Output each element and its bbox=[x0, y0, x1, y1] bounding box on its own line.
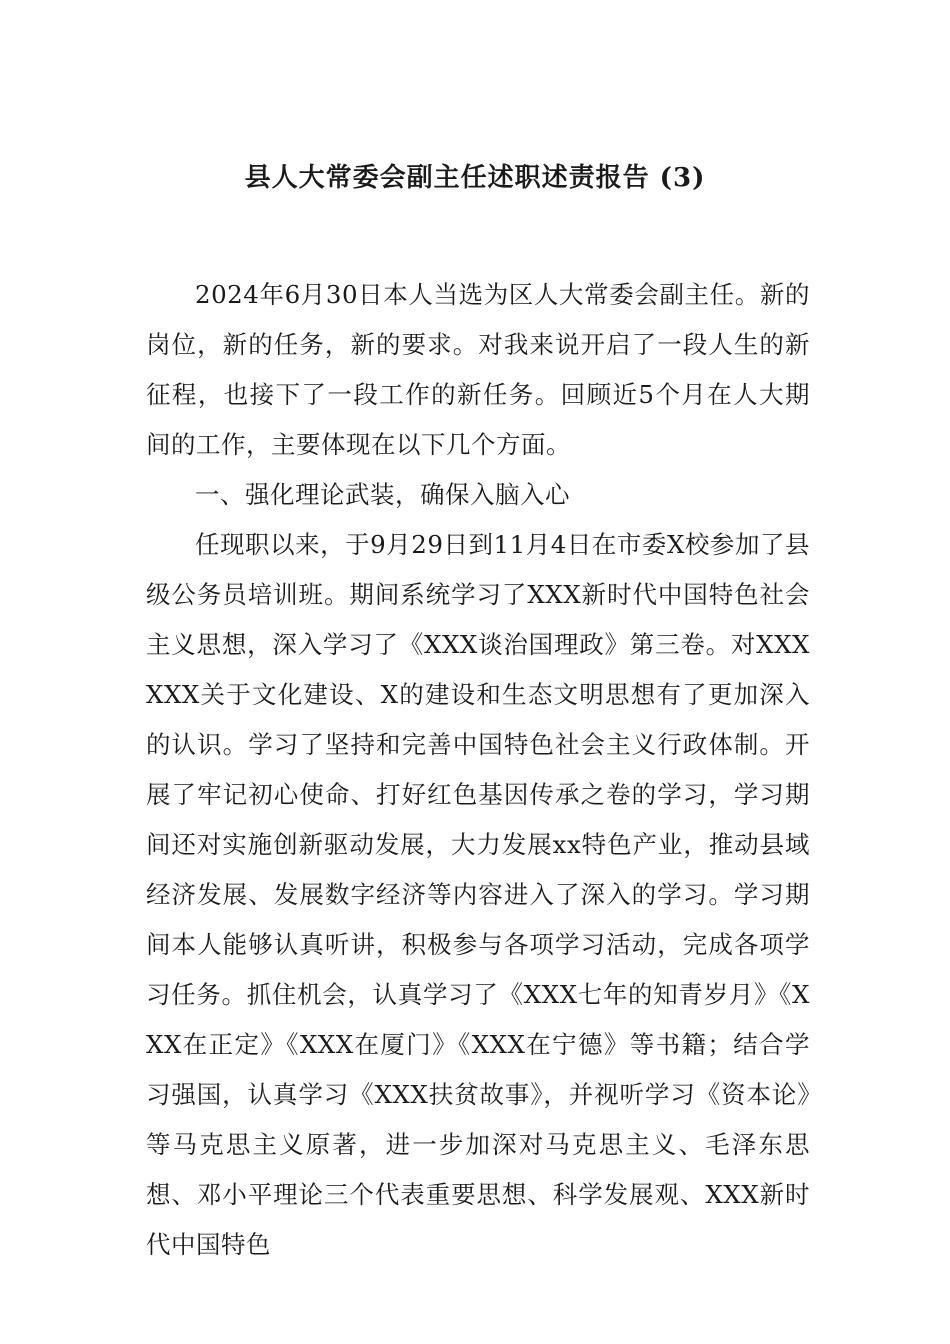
document-body bbox=[146, 270, 810, 1270]
paragraph-intro: 2024年6月30日本人当选为区人大常委会副主任。新的岗位，新的任务，新的要求。对我来说开启了一段人生的新征程，也接下了一段工作的新任务。回顾近5个月在人大期间的工作，主要体现在以下几个方面。 bbox=[146, 280, 810, 459]
section-heading: 一、强化理论武装，确保入脑入心 bbox=[195, 480, 570, 509]
paragraph-study: 任现职以来，于9月29日到11月4日在市委X校参加了县级公务员培训班。期间系统学习了XXX新时代中国特色社会主义思想，深入学习了《XXX谈治国理政》第三卷。对XXXXXX关于文化建设、X的建设和生态文明思想有了更加深入的认识。学习了坚持和完善中国特色社会主义行政体制。开展了牢记初心使命、打好红色基因传承之卷的学习，学习期间还对实施创新驱动发展，大力发展xx特色产业，推动县域经济发展、发展数字经济等内容进入了深入的学习。学习期间本人能够认真听讲，积极参与各项学习活动，完成各项学习任务。抓住机会，认真学习了《XXX七年的知青岁月》《XXX在正定》《XXX在厦门》《XXX在宁德》等书籍；结合学习强国，认真学习《XXX扶贫故事》，并视听学习《资本论》等马克思主义原著，进一步加深对马克思主义、毛泽东思想、邓小平理论三个代表重要思想、科学发展观、XXX新时代中国特色 bbox=[146, 530, 810, 1259]
document-title: 县人大常委会副主任述职述责报告 (3) bbox=[244, 163, 706, 193]
